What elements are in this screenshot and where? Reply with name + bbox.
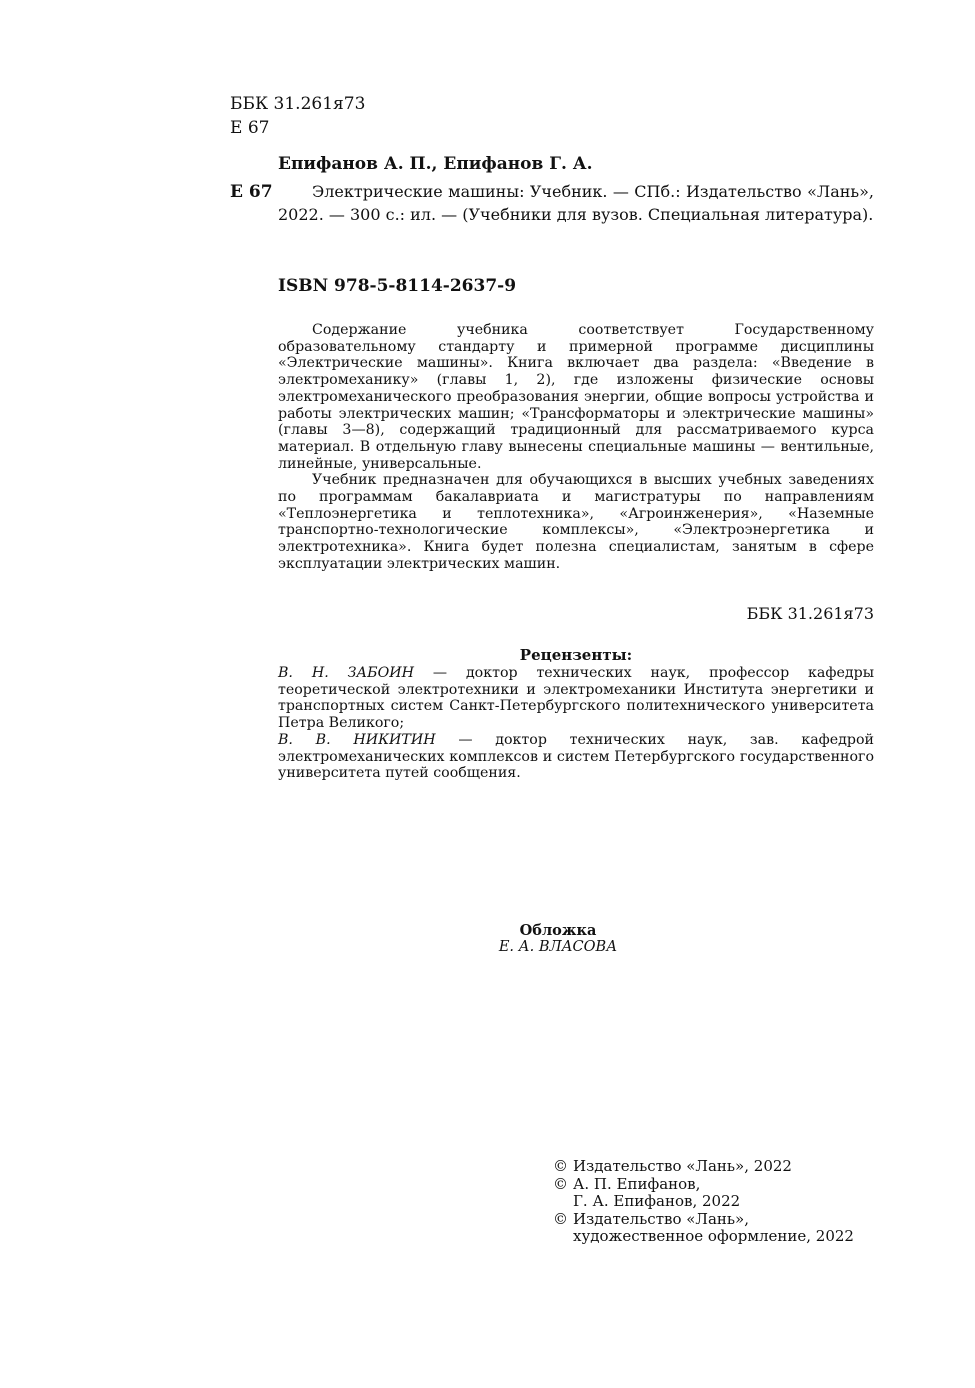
authors: Епифанов А. П., Епифанов Г. А.: [278, 154, 593, 174]
copyright-line: [553, 1228, 854, 1246]
abstract-paragraph-2: Учебник предназначен для обучающихся в высших учебных заведениях по программам бакалавриата и магистратуры по направлениям «Теплоэнергетика и теплотехника», «Агроинженерия», «Наземные транспортно-технологические комплексы», «Электроэнергетика и электротехника». Книга будет полезна специалистам, занятым в сфере эксплуатации электрических машин.: [278, 472, 874, 572]
copyright-text: художественное оформление, 2022: [573, 1227, 854, 1245]
isbn: ISBN 978-5-8114-2637-9: [278, 276, 517, 296]
copyright-line: [553, 1211, 854, 1229]
reviewers-list: [278, 665, 874, 782]
bibliographic-description: Электрические машины: Учебник. — СПб.: Издательство «Лань», 2022. — 300 с.: ил. — (Учебники для вузов. Специальная литература).: [278, 182, 874, 224]
copyright-block: [553, 1158, 854, 1246]
cover-credit: [278, 922, 838, 956]
reviewer-entry: [278, 732, 874, 782]
copyright-line: [553, 1158, 854, 1176]
copyright-text: А. П. Епифанов,: [573, 1174, 701, 1193]
copyright-line: [553, 1193, 854, 1211]
copyright-line: [553, 1176, 854, 1194]
copyright-symbol: ©: [553, 1174, 568, 1193]
reviewer-name: В. Н. ЗАБОИН: [278, 665, 414, 681]
cover-designer: Е. А. ВЛАСОВА: [498, 939, 618, 955]
abstract: [278, 322, 874, 573]
copyright-text: Г. А. Епифанов, 2022: [573, 1192, 741, 1210]
index-code: Е 67: [230, 182, 273, 202]
bbk-index: ББК 31.261я73: [230, 94, 366, 114]
reviewer-entry: [278, 665, 874, 732]
reviewer-name: В. В. НИКИТИН: [278, 731, 436, 748]
copyright-text: Издательство «Лань», 2022: [573, 1157, 792, 1175]
copyright-symbol: ©: [553, 1209, 568, 1228]
abstract-paragraph-1: Содержание учебника соответствует Государственному образовательному стандарту и примерной программе дисциплины «Электрические машины». Книга включает два раздела: «Введение в электромеханику» (главы 1, 2), где изложены физические основы электромеханического преобразования энергии, общие вопросы устройства и работы электрических машин; «Трансформаторы и электрические машины» (главы 3—8), содержащий традиционный для рассматриваемого курса материал. В отдельную главу вынесены специальные машины — вентильные, линейные, универсальные.: [278, 322, 874, 472]
cover-label: Обложка: [519, 922, 597, 939]
bbk-index-right: ББК 31.261я73: [746, 604, 874, 623]
copyright-symbol: ©: [553, 1157, 568, 1175]
author-code: Е 67: [230, 118, 270, 138]
reviewer-description: — доктор технических наук, профессор кафедры теоретической электротехники и электромеханики Института энергетики и транспортных систем Санкт-Петербургского политехнического университета Петра Великого;: [278, 665, 874, 732]
bbk-header: [230, 92, 365, 140]
reviewers-heading: Рецензенты:: [519, 646, 633, 664]
reviewer-description: — доктор технических наук, зав. кафедрой электромеханических комплексов и систем Петербургского государственного университета путей сообщения.: [278, 731, 874, 782]
copyright-text: Издательство «Лань»,: [573, 1209, 750, 1228]
